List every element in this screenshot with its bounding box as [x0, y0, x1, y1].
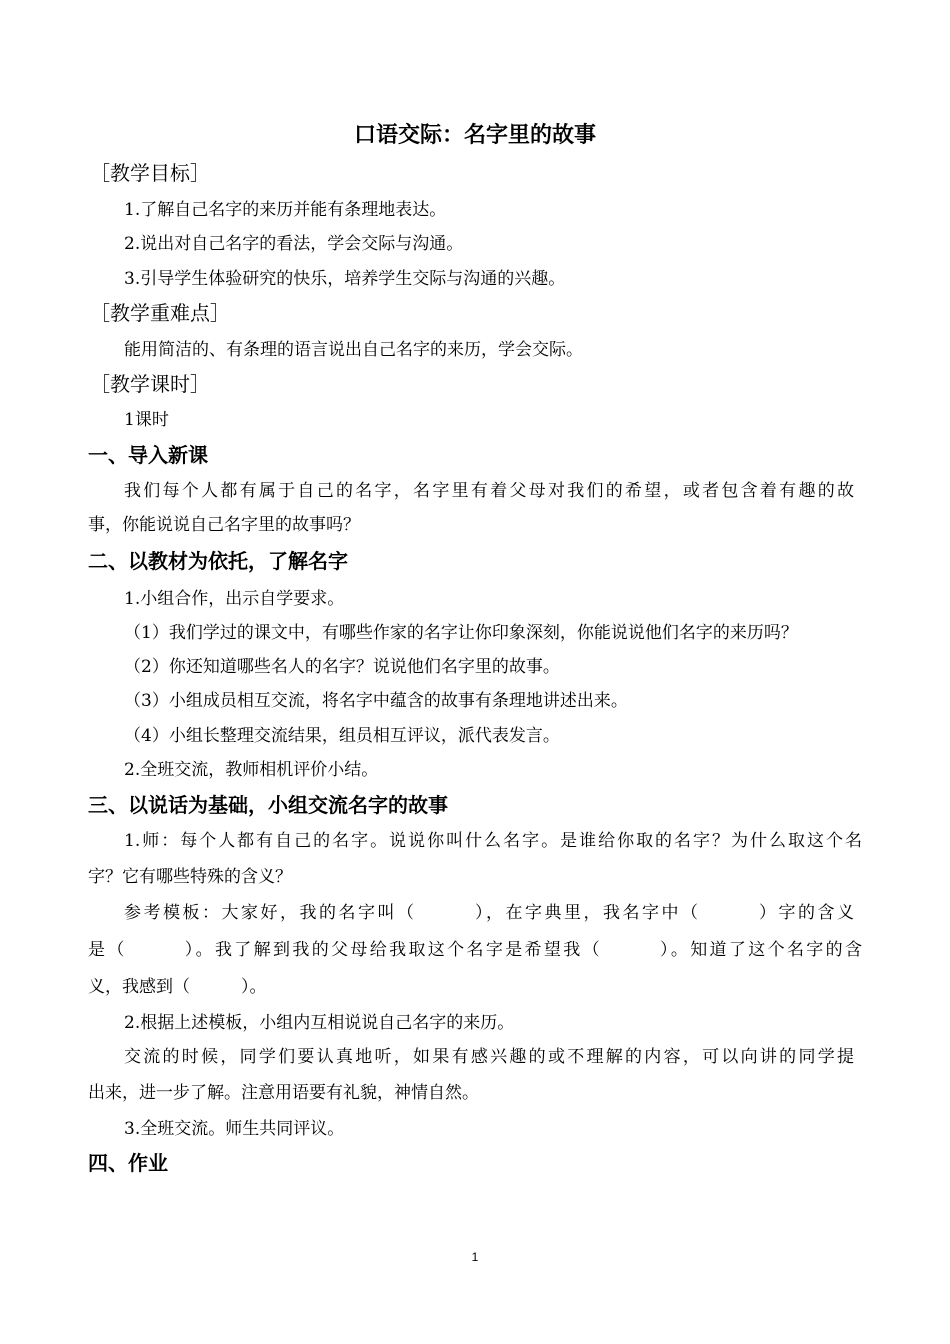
template-paragraph-line: 参考模板：大家好，我的名字叫（ ），在字典里，我名字中（ ）字的含义 [124, 903, 854, 923]
difficulties-text: 能用简洁的、有条理的语言说出自己名字的来历，学会交际。 [124, 340, 583, 360]
section-2-subitem: （3）小组成员相互交流，将名字中蕴含的故事有条理地讲述出来。 [124, 691, 628, 711]
section-2-item: 2.全班交流，教师相机评价小结。 [124, 760, 379, 780]
section-3-heading: 三、以说话为基础，小组交流名字的故事 [88, 793, 448, 817]
hours-heading: ［教学课时］ [90, 372, 210, 396]
goals-heading: ［教学目标］ [90, 161, 210, 185]
section-2-subitem: （1）我们学过的课文中，有哪些作家的名字让你印象深刻，你能说说他们名字的来历吗？ [124, 623, 798, 643]
section-3-paragraph-line: 1.师：每个人都有自己的名字。说说你叫什么名字。是谁给你取的名字？为什么取这个名 [124, 831, 862, 851]
section-3-item: 2.根据上述模板，小组内互相说说自己名字的来历。 [124, 1013, 515, 1033]
template-paragraph-line: 是（ ）。我了解到我的父母给我取这个名字是希望我（ ）。知道了这个名字的含 [88, 940, 862, 960]
section-1-paragraph-line: 我们每个人都有属于自己的名字，名字里有着父母对我们的希望，或者包含着有趣的故 [124, 481, 854, 501]
section-2-item: 1.小组合作，出示自学要求。 [124, 589, 345, 609]
page-title: 口语交际：名字里的故事 [353, 123, 596, 148]
goal-item: 3.引导学生体验研究的快乐，培养学生交际与沟通的兴趣。 [124, 269, 566, 289]
template-paragraph-line: 义，我感到（ ）。 [88, 977, 267, 997]
section-2-subitem: （4）小组长整理交流结果，组员相互评议，派代表发言。 [124, 726, 560, 746]
section-4-heading: 四、作业 [88, 1151, 168, 1175]
hours-text: 1课时 [124, 410, 169, 430]
goal-item: 1.了解自己名字的来历并能有条理地表达。 [124, 200, 447, 220]
section-2-subitem: （2）你还知道哪些名人的名字？说说他们名字里的故事。 [124, 657, 560, 677]
section-3-paragraph-line: 字？它有哪些特殊的含义？ [88, 867, 292, 887]
difficulties-heading: ［教学重难点］ [90, 301, 230, 325]
page-number: 1 [471, 1250, 479, 1264]
section-1-heading: 一、导入新课 [88, 443, 208, 467]
goal-item: 2.说出对自己名字的看法，学会交际与沟通。 [124, 234, 464, 254]
section-1-paragraph-line: 事，你能说说自己名字里的故事吗？ [88, 515, 360, 535]
note-paragraph-line: 出来，进一步了解。注意用语要有礼貌，神情自然。 [88, 1083, 479, 1103]
note-paragraph-line: 交流的时候，同学们要认真地听，如果有感兴趣的或不理解的内容，可以向讲的同学提 [124, 1047, 854, 1067]
section-3-item: 3.全班交流。师生共同评议。 [124, 1119, 345, 1139]
section-2-heading: 二、以教材为依托，了解名字 [88, 549, 348, 573]
